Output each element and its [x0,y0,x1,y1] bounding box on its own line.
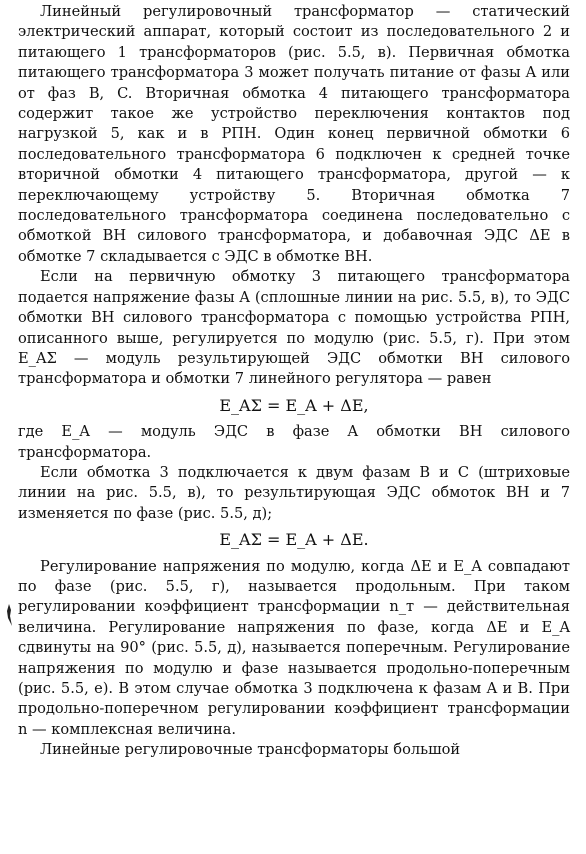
paragraph-6: Линейные регулировочные трансформаторы большой [40,741,461,759]
paragraph-1: Линейный регулировочный трансформатор — статический электрический аппарат, который состоит из последовательного 2 и питающего 1 трансформаторов (рис. 5.5, в). Первичная обмотка питающего трансформатора 3 может получать питание от фазы A или от фаз B, C. Вторичная обмотка 4 питающего трансформатора содержит такое же устройство переключения контактов под нагрузкой 5, как и в РПН. Один конец первичной обмотки 6 последовательного трансформатора 6 подключен к средней точке вторичной обмотки 4 питающего трансформатора, другой — к переключающему устройству 5. Вторичная обмотка 7 последовательного трансформатора соединена последовательно с обмоткой ВН силового трансформатора, и добавочная ЭДС ΔE в обмотке 7 складывается с ЭДС в обмотке ВН. [18,3,570,265]
ink-smudge [6,604,14,626]
paragraph-2: Если на первичную обмотку 3 питающего трансформатора подается напряжение фазы A (сплошные линии на рис. 5.5, в), то ЭДС обмотки ВН силового трансформатора с помощью устройства РПН, описанного выше, регулируется по модулю (рис. 5.5, г). При этом E_AΣ — модуль результирующей ЭДС обмотки ВН силового трансформатора и обмотки 7 линейного регулятора — равен [18,268,570,388]
paragraph-5: Регулирование напряжения по модулю, когда ΔE и E_A совпадают по фазе (рис. 5.5, г), называется продольным. При таком регулировании коэффициент трансформации n_т — действительная величина. Регулирование напряжения по фазе, когда ΔE и E_A сдвинуты на 90° (рис. 5.5, д), называется поперечным. Регулирование напряжения по модулю и фазе называется продольно-поперечным (рис. 5.5, е). В этом случае обмотка 3 подключена к фазам A и B. При продольно-поперечном регулировании коэффициент трансформации n — комплексная величина. [18,557,570,738]
paragraph-3: где E_A — модуль ЭДС в фазе A обмотки ВН силового трансформатора. [18,423,570,461]
formula-2: E_AΣ = E_A + ΔE. [219,530,369,550]
paragraph-4: Если обмотка 3 подключается к двум фазам B и C (штриховые линии на рис. 5.5, в), то результирующая ЭДС обмоток ВН и 7 изменяется по фазе (рис. 5.5, д); [18,463,570,522]
formula-1: E_AΣ = E_A + ΔE, [219,395,369,415]
